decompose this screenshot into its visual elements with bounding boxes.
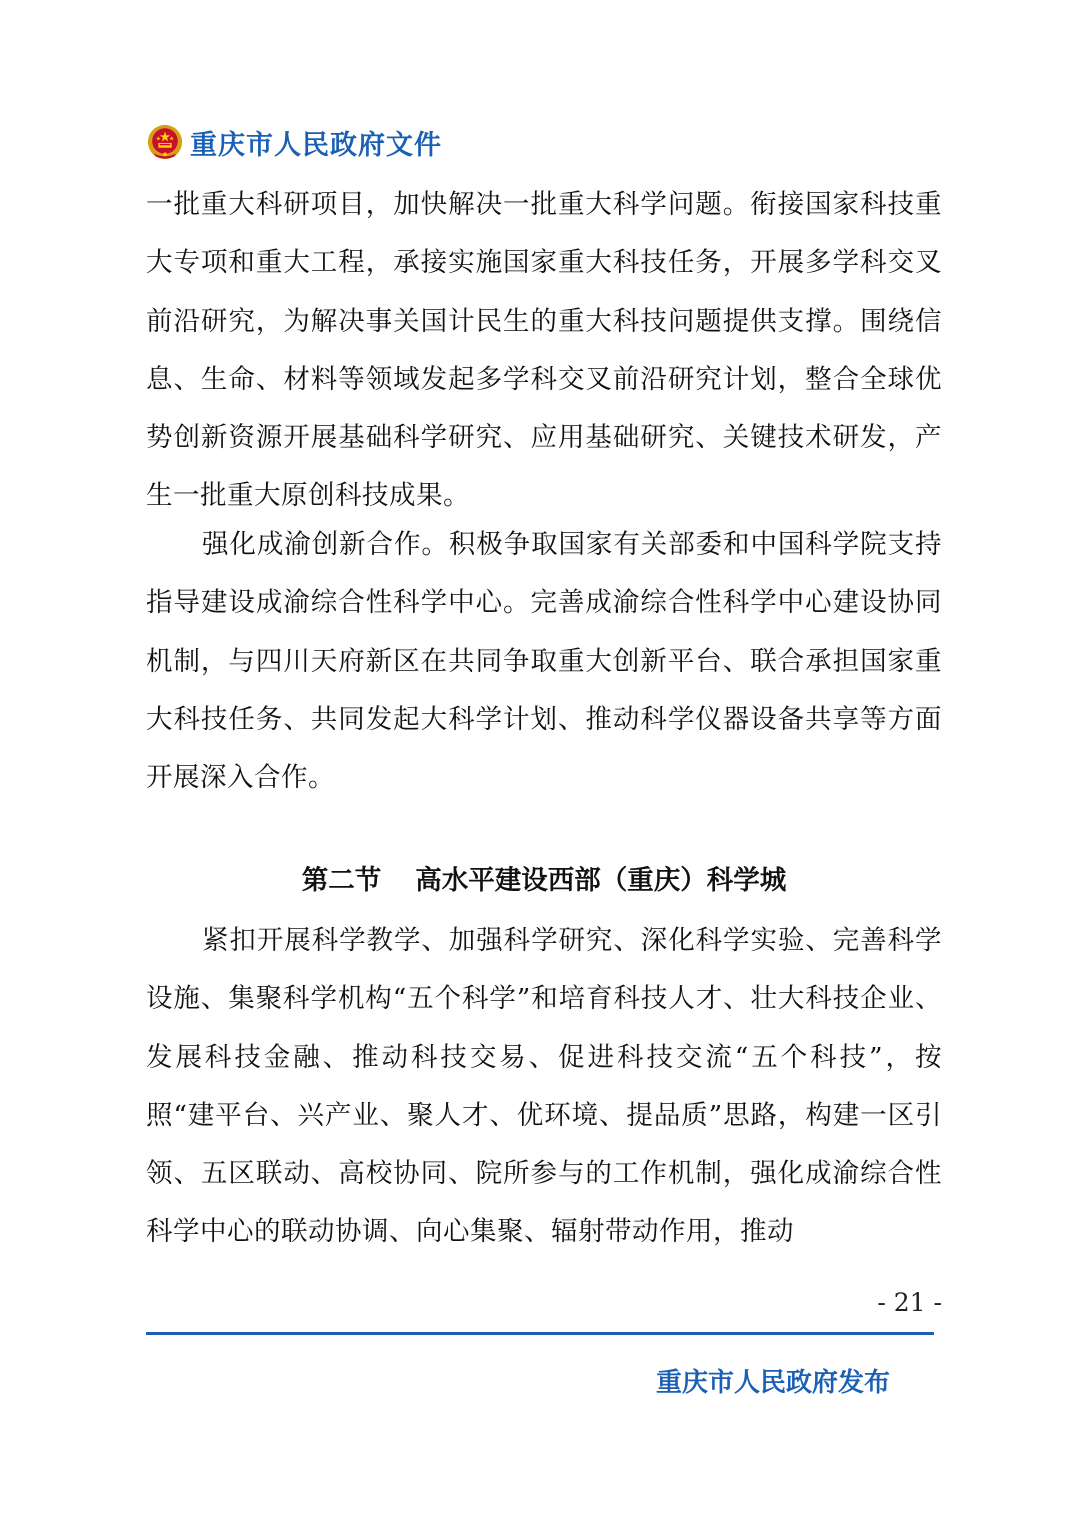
footer-publisher: 重庆市人民政府发布 xyxy=(655,1368,890,1398)
section-title: 高水平建设西部（重庆）科学城 xyxy=(415,865,787,896)
section-number: 第二节 xyxy=(301,865,382,896)
body-paragraph-1: 一批重大科研项目，加快解决一批重大科学问题。衔接国家科技重大专项和重大工程，承接实施国家重大科技任务，开展多学科交叉前沿研究，为解决事关国计民生的重大科技问题提供支撑。围绕信息、生命、材料等领域发起多学科交叉前沿研究计划，整合全球优势创新资源开展基础科学研究、应用基础研究、关键技术研发，产生一批重大原创科技成果。 xyxy=(146,189,942,512)
document-header-title: 重庆市人民政府文件 xyxy=(190,129,442,161)
page-number: - 21 - xyxy=(877,1288,942,1317)
document-header xyxy=(146,120,442,164)
body-paragraph-3: 紧扣开展科学教学、加强科学研究、深化科学实验、完善科学设施、集聚科学机构“五个科学”和培育科技人才、壮大科技企业、发展科技金融、推动科技交易、促进科技交流“五个科技”，按照“建平台、兴产业、聚人才、优环境、提品质”思路，构建一区引领、五区联动、高校协同、院所参与的工作机制，强化成渝综合性科学中心的联动协调、向心集聚、辐射带动作用，推动 xyxy=(146,925,942,1248)
national-emblem-icon xyxy=(146,123,184,161)
body-paragraph-2: 强化成渝创新合作。积极争取国家有关部委和中国科学院支持指导建设成渝综合性科学中心。完善成渝综合性科学中心建设协同机制，与四川天府新区在共同争取重大创新平台、联合承担国家重大科技任务、共同发起大科学计划、推动科学仪器设备共享等方面开展深入合作。 xyxy=(146,529,942,794)
section-heading xyxy=(146,852,942,910)
footer-divider xyxy=(146,1332,934,1335)
